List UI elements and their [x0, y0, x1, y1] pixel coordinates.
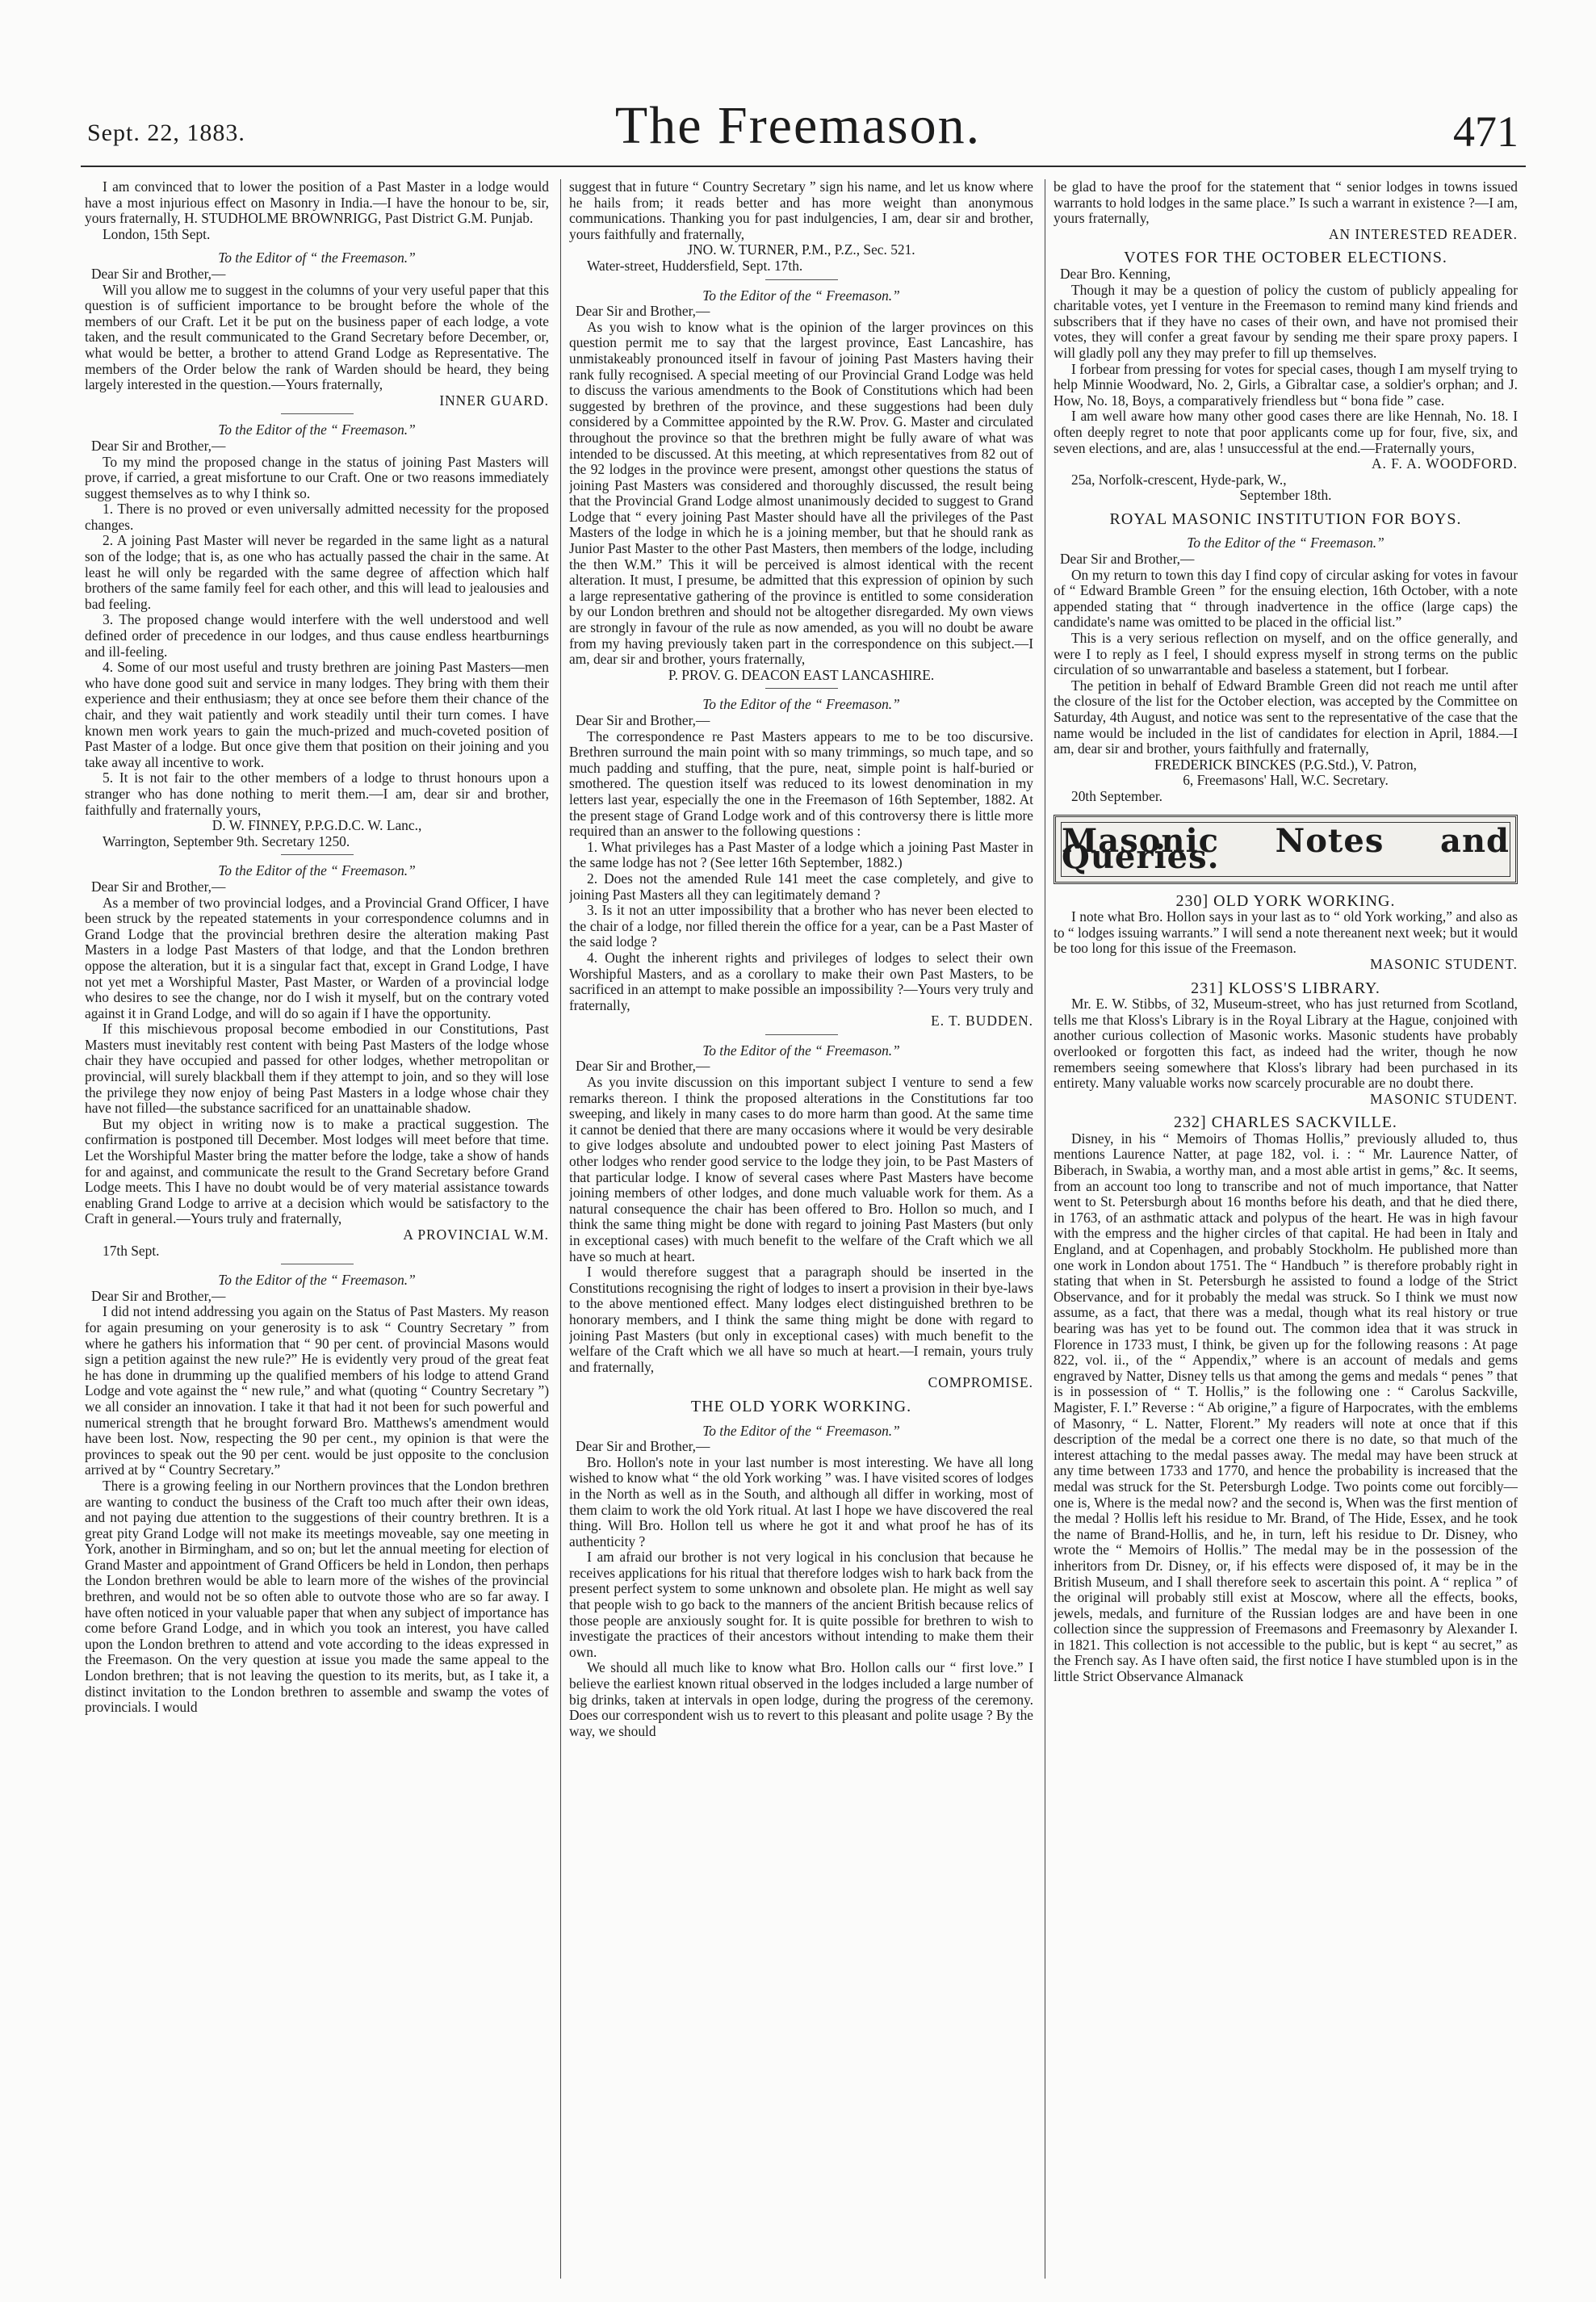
- column-3: [1054, 179, 1518, 2279]
- letter-heading: To the Editor of “ the Freemason.”: [218, 249, 416, 266]
- column-divider: [560, 179, 561, 2279]
- salutation: Dear Sir and Brother,—: [576, 303, 710, 320]
- list-item: 5. It is not fair to the other members of a lodge to thrust honours upon a stranger who has done nothing to merit them.—I am, dear sir and brother, faithfully and fraternally yours,: [85, 769, 549, 818]
- separator: [765, 1034, 838, 1035]
- paragraph: I am well aware how many other good cases there are like Hennah, No. 18. I often deeply regret to note that poor applicants come up for four, five, six, and seven elections, and are, alas ! unsuccessful at the end.—Fraternally yours,: [1054, 408, 1518, 456]
- masonic-notes-banner: [1054, 815, 1518, 884]
- letter-heading: To the Editor of the “ Freemason.”: [1187, 535, 1384, 551]
- page-number: 471: [1453, 107, 1519, 156]
- paragraph: The petition in behalf of Edward Bramble Green did not reach me until after the closure of the list for the October election, was accepted by the Committee on Saturday, 4th August, and notice was sent to the representative of the case that the name would be included in the list of candidates for election in April, 1884.—I am, dear sir and brother, yours faithfully and fraternally,: [1054, 677, 1518, 757]
- signature: P. PROV. G. DEACON EAST LANCASHIRE.: [668, 666, 935, 683]
- list-item: 2. A joining Past Master will never be regarded in the same light as a natural son of the lodge; that is, as one who has actually passed the chair in the same. At least he will only be regarded with the same degree of affection which half brothers of the same family feel for each other, and this will lead to jealousies and bad feeling.: [85, 532, 549, 612]
- salutation: Dear Sir and Brother,—: [576, 1438, 710, 1455]
- section-title: ROYAL MASONIC INSTITUTION FOR BOYS.: [1109, 509, 1462, 528]
- paragraph: To my mind the proposed change in the status of joining Past Masters will prove, if carried, a great misfortune to our Craft. One or two reasons immediately suggest themselves as to why I think so.: [85, 453, 549, 501]
- paragraph: I did not intend addressing you again on the Status of Past Masters. My reason for again presuming on your generosity is to ask “ Country Secretary ” from where he gathers his information that “ 90 per cent. of provincial Masons would sign a petition against the new rule?” He is evidently very proud of the great feat he has done in drumming up the qualified members of his lodge to attend Grand Lodge and vote against the “ new rule,” and what (quoting “ Country Secretary ”) we all consider an innovation. I take it that had it not been for such powerful and numerical strength that he brought forward Bro. Matthews's amendment would have been lost. Now, respecting the 90 per cent., my opinion is that were the provinces to speak out the 90 per cent. would be just opposite to the conclusion arrived at by “ Country Secretary.”: [85, 1303, 549, 1478]
- signature: FREDERICK BINCKES (P.G.Std.), V. Patron,: [1154, 756, 1417, 773]
- paragraph: I note what Bro. Hollon says in your last as to “ old York working,” and also as to “ lodges issuing warrants.” I will send a note thereanent next week; but it would be too long for this issue of the Freemason.: [1054, 908, 1518, 957]
- paragraph: Bro. Hollon's note in your last number is most interesting. We have all long wished to know what “ the old York working ” was. I have visited scores of lodges in the North as well as in the South, and although all differ in working, most of them claim to work the old York ritual. At last I hope we have discovered the real thing. Will Bro. Hollon tell us where he got it and what proof he has of its authenticity ?: [569, 1453, 1033, 1549]
- salutation: Dear Bro. Kenning,: [1060, 265, 1171, 282]
- paragraph: be glad to have the proof for the statement that “ senior lodges in towns issued warrants to hold lodges in the same place.” Is such a warrant in existence ?—I am, yours fraternally,: [1054, 179, 1518, 227]
- list-item: 2. Does not the amended Rule 141 meet the case completely, and give to joining Past Masters all they can legitimately demand ?: [569, 870, 1033, 903]
- salutation: Dear Sir and Brother,—: [91, 1287, 226, 1304]
- signature: A PROVINCIAL W.M.: [403, 1226, 549, 1243]
- paragraph: As you invite discussion on this important subject I venture to send a few remarks thereon. I think the proposed alterations in the Constitutions far too sweeping, and likely in many cases to do more harm than good. At the same time it cannot be denied that there are many occasions where it would be very desirable to give lodges absolute and undoubted power to elect joining Past Masters of other lodges who render good service to the lodge they join, to be Past Masters of that particular lodge. I know of several cases where Past Masters have become joining members of other lodges, and done much valuable work for them. As a natural consequence the chair has been offered to Bro. Hollon so much, and I think the same thing might be done with regard to joining Past Masters (but only in exceptional cases) with much benefit to the welfare of the Craft which we all have so much at heart.: [569, 1074, 1033, 1264]
- signature: A. F. A. WOODFORD.: [1371, 455, 1518, 472]
- paragraph: There is a growing feeling in our Northern provinces that the London brethren are wanting to conduct the business of the Craft too much after their own ideas, and not paying due attention to the suggestions of their country brethren. It is a great pity Grand Lodge will not make its meetings moveable, say one meeting in York, another in Birmingham, and so on; but let the annual meeting for election of Grand Master and appointment of Grand Officers be held in London, then perhaps the London brethren would be able to learn more of the wishes of the provincial brethren, and would not be so often able to outvote those who are so far away. I have often noticed in your valuable paper that when any subject of importance has come before Grand Lodge, and in which you took an interest, you have called upon the London brethren to attend and vote according to the ideas expressed in the Freemason. On the very question at issue you made the same appeal to the London brethren; that is not leaving the question to its merits, but, as I take it, a distinct invitation to the London brethren to assemble and swamp the votes of provincials. I would: [85, 1477, 549, 1716]
- list-item: 4. Ought the inherent rights and privileges of lodges to select their own Worshipful Masters, and as a corollary to make their own Past Masters, to be sacrificed in an attempt to make possible an impossibility ?—Yours very truly and fraternally,: [569, 949, 1033, 1013]
- section-title: VOTES FOR THE OCTOBER ELECTIONS.: [1124, 249, 1447, 267]
- signature: COMPROMISE.: [928, 1374, 1033, 1391]
- salutation: Dear Sir and Brother,—: [576, 1058, 710, 1075]
- place-date: Warrington, September 9th. Secretary 1250.: [103, 832, 350, 849]
- letter-heading: To the Editor of the “ Freemason.”: [218, 862, 416, 879]
- list-item: 3. Is it not an utter impossibility that a brother who has never been elected to the chair of a lodge, nor filled therein the office for a year, can be a Past Master of the said lodge ?: [569, 902, 1033, 950]
- paragraph: As you wish to know what is the opinion of the larger provinces on this question permit me to say that the largest province, East Lancashire, has unmistakeably pronounced itself in favour of joining Past Masters having their rank fully recognised. A special meeting of our Provincial Grand Lodge was held to discuss the various amendments to the Book of Constitutions which had been suggested by brethren of the province, and these suggestions had been duly considered by a Committee appointed by the R.W. Prov. G. Master and circulated throughout the province so that the brethren might be fully aware of what was intended to be discussed. At this meeting, at which representatives from 82 out of the 92 lodges in the province were present, amongst other questions the status of joining Past Masters was considered and thoroughly discussed, the result being that the Provincial Grand Lodge almost unanimously decided to suggest to Grand Lodge that “ every joining Past Master should have all the privileges of the Past Masters of the lodge in which he is a joining member, but that he should rank as Junior Past Master to the other Past Masters, then members of the lodge, including the then W.M.” This it will be perceived is almost identical with the recent alteration. It must, I presume, be admitted that this expression of opinion by such a large representative gathering of the province is entitled to some consideration by our London brethren and should not be altogether disregarded. My own views are strongly in favour of the rule as now amended, as you will no doubt be aware from my having previously taken part in the correspondence on this subject.—I am, dear sir and brother, yours fraternally,: [569, 318, 1033, 668]
- paragraph: Will you allow me to suggest in the columns of your very useful paper that this question is of sufficient importance to be brought before the whole of the members of our Craft. Let it be put on the business paper of each lodge, a vote taken, and the result communicated to the Grand Secretary before December, or, what would be better, a brother to attend Grand Lodge as Representative. The members of the Order below the rank of Warden should be heard, they being largely interested in the question.—Yours fraternally,: [85, 281, 549, 393]
- salutation: Dear Sir and Brother,—: [576, 712, 710, 728]
- separator: [281, 413, 354, 414]
- letter-heading: To the Editor of the “ Freemason.”: [702, 1042, 900, 1059]
- paragraph: I forbear from pressing for votes for special cases, though I am myself trying to help Minnie Woodward, No. 2, Girls, a Gibraltar case, a soldier's orphan; and J. How, No. 18, Boys, a comparatively friendless but “ bona fide ” case.: [1054, 360, 1518, 409]
- query-title: 231] KLOSS'S LIBRARY.: [1191, 979, 1380, 997]
- paragraph: suggest that in future “ Country Secretary ” sign his name, and let us know where he hails from; it reads better and has more weight than anonymous communications. Thanking you for past indulgencies, I am, dear sir and brother, yours faithfully and fraternally,: [569, 179, 1033, 242]
- paragraph: This is a very serious reflection on myself, and on the office generally, and were I to reply as I feel, I should express myself in strong terms on the public circulation of so unwarrantable and baseless a statement, but I forbear.: [1054, 630, 1518, 678]
- paragraph: Disney, in his “ Memoirs of Thomas Hollis,” previously alluded to, thus mentions Laurence Natter, at page 182, vol. i. : “ Mr. Laurence Natter, of Biberach, in Swabia, a worthy man, and a most able artist in gems,” &c. It seems, from an account too long to transcribe and not of much importance, that Natter went to St. Petersburgh about 16 months before his death, and that he died there, in 1763, of an asthmatic attack and polypus of the heart. He was in high favour with the empress and the higher circles of that capital. He had been in Italy and England, and at Copenhagen, and probably Stockholm. He published more than one work in London about 1751. The “ Handbuch ” is therefore probably right in stating that when in St. Petersburgh he assisted to found a lodge of the Strict Observance, and for it probably the medal was struck. So I think we must now assume, as a fact, that there was a medal, though what its real history or true bearing was has yet to be found out. The common idea that it was struck in Florence in 1733 must, I think, be given up for the following reasons : At page 822, vol. ii., of the “ Appendix,” where is an account of medals and gems engraved by Natter, Disney tells us that among the gems and medals “ penes ” that is in possession of “ T. Hollis,” is the following one : “ Carolus Sackville, Magister, F. I.” Reverse : “ Ab origine,” a figure of Harpocrates, with the emblems of Masonry, “ L. Natter, Florent.” My readers will note at once that if this description of the medal be a correct one there is no date, so that much of the interest attaching to the medal passes away. The medal may have been struck at any time between 1733 and 1770, and hence the probability is increased that the medal was struck for the St. Petersburgh Lodge. Two points come out forcibly—one is, Where is the medal now? and the second is, When was the first mention of the medal ? Hollis left his residue to Mr. Brand, of The Hide, Essex, and he took the name of Brand-Hollis, and he, in turn, left his residue to Dr. Disney, who wrote the “ Memoirs of Hollis.” The medal may be in the possession of the inheritors from Dr. Disney, or, if his effects were disposed of, it may be in the British Museum, and I shall therefore seek to ascertain this point. A “ replica ” of the original will probably still exist at Moscow, where all the effects, books, jewels, medals, and furniture of the Russian lodges are and have been in one collection since the suppression of Freemasons and Freemasonry by Alexander I. in 1821. This collection is not accessible to the public, but is kept “ au secret,” as the French say. As I have often said, the first notice I have stumbled upon is in the little Strict Observance Almanack: [1054, 1130, 1518, 1685]
- signature: E. T. BUDDEN.: [931, 1013, 1033, 1029]
- signature: D. W. FINNEY, P.P.G.D.C. W. Lanc.,: [212, 817, 422, 834]
- paragraph: We should all much like to know what Bro. Hollon calls our “ first love.” I believe the earliest known ritual observed in the lodges included a large number of big drinks, taken at intervals in open lodge, during the progress of the ceremony. Does our correspondent wish us to revert to this pleasant and polite usage ? By the way, we should: [569, 1659, 1033, 1739]
- column-2: [569, 179, 1033, 2279]
- query-title: 232] CHARLES SACKVILLE.: [1174, 1113, 1397, 1132]
- paragraph: As a member of two provincial lodges, and a Provincial Grand Officer, I have been struck by the repeated statements in your correspondence columns and in Grand Lodge that the provincial brethren desire the alteration making Past Masters in a lodge Past Masters of that lodge, and that the London brethren oppose the alteration, but it is a singular fact that, except in Grand Lodge, I have not yet met a Worshipful Master, Past Master, or Warden of a provincial lodge who desires to see the change, nor do I wish it myself, but on the contrary voted against it in Grand Lodge, and will do so again if I have the opportunity.: [85, 894, 549, 1021]
- paragraph: I am afraid our brother is not very logical in his conclusion that because he receives applications for his ritual that therefore lodges wish to hark back from the present perfect system to some unknown and obsolete plan. He might as well say that people wish to go back to the manners of the ancient British because relics of those people are anxiously sought for. It is quite possible for brethren to wish to investigate the practices of their ancestors without intending to make them their own.: [569, 1549, 1033, 1660]
- letter-heading: To the Editor of the “ Freemason.”: [702, 1422, 900, 1439]
- issue-date: Sept. 22, 1883.: [87, 120, 245, 146]
- query-title: 230] OLD YORK WORKING.: [1175, 891, 1396, 910]
- separator: [765, 688, 838, 689]
- signature: AN INTERESTED READER.: [1328, 225, 1518, 242]
- paragraph: I would therefore suggest that a paragraph should be inserted in the Constitutions recognising the right of lodges to insert a provision in their bye-laws to the above mentioned effect. Many lodges elect distinguished brethren to be honorary members, and I think the same thing might be done with regard to joining Past Masters (but only in exceptional cases) with much benefit to the welfare of the Craft which we all have so much at heart.—I remain, yours truly and fraternally,: [569, 1264, 1033, 1375]
- salutation: Dear Sir and Brother,—: [1060, 551, 1195, 568]
- paragraph: But my object in writing now is to make a practical suggestion. The confirmation is postponed till December. Most lodges will meet before that time. Let the Worshipful Master bring the matter before the lodge, take a show of hands for and against, and communicate the result to the Grand Secretary before Grand Lodge meets. This I have no doubt would be of very material assistance towards enabling Grand Lodge to arrive at a decision which would be satisfactory to the Craft in general.—Yours truly and fraternally,: [85, 1115, 549, 1227]
- letter-heading: To the Editor of the “ Freemason.”: [218, 421, 416, 438]
- signature: JNO. W. TURNER, P.M., P.Z., Sec. 521.: [687, 241, 915, 258]
- list-item: 1. What privileges has a Past Master of a lodge which a joining Past Master in the same lodge has not ? (See letter 16th September, 1882.): [569, 838, 1033, 871]
- paragraph: I am convinced that to lower the position of a Past Master in a lodge would have a most injurious effect on Masonry in India.—I have the honour to be, sir, yours fraternally, H. STUDHOLME BROWNRIGG, Past District G.M. Punjab.: [85, 179, 549, 227]
- place-date: London, 15th Sept.: [103, 225, 211, 242]
- salutation: Dear Sir and Brother,—: [91, 878, 226, 895]
- list-item: 4. Some of our most useful and trusty brethren are joining Past Masters—men who have done good suit and service in many lodges. They bring with them their experience and their enthusiasm; they at once see before them their chance of the chair, and they wait patiently and work steadily until their turn comes. I have known men work years to gain the much-prized and much-coveted position of Past Master of a lodge. But once give them that position on their joining and you take away all incentive to work.: [85, 659, 549, 770]
- separator: [281, 854, 354, 855]
- paragraph: Mr. E. W. Stibbs, of 32, Museum-street, who has just returned from Scotland, tells me that Kloss's Library is in the Royal Library at the Hague, conjoined with another curious collection of Masonic works. Masonic students have probably overlooked or forgotten this fact, as indeed had the writer, though he now remembers seeing somewhere that Kloss's library had been purchased in its entirety. Many valuable works now scarcely procurable are no doubt there.: [1054, 996, 1518, 1092]
- paragraph: If this mischievous proposal become embodied in our Constitutions, Past Masters must inevitably rest content with being Past Masters of the lodge whose chair they have occupied and passed for other lodges, whether metropolitan or provincial, will surely blackball them if they attempt to join, and so they will lose the privilege they now enjoy of being Past Masters in a lodge whose chair they have not filled—the substance sacrificed for an unattainable shadow.: [85, 1021, 549, 1117]
- separator: [765, 279, 838, 280]
- banner-title: Masonic Notes and Queries.: [1062, 821, 1510, 876]
- place-date: September 18th.: [1239, 487, 1332, 504]
- list-item: 1. There is no proved or even universally admitted necessity for the proposed changes.: [85, 501, 549, 533]
- place-date: Water-street, Huddersfield, Sept. 17th.: [587, 257, 803, 274]
- salutation: Dear Sir and Brother,—: [91, 437, 226, 454]
- letter-heading: To the Editor of the “ Freemason.”: [702, 287, 900, 304]
- salutation: Dear Sir and Brother,—: [91, 265, 226, 282]
- signature: MASONIC STUDENT.: [1370, 955, 1518, 972]
- address: 25a, Norfolk-crescent, Hyde-park, W.,: [1071, 471, 1287, 488]
- section-title: THE OLD YORK WORKING.: [690, 1397, 912, 1415]
- signature: INNER GUARD.: [439, 392, 549, 409]
- paragraph: Though it may be a question of policy the custom of publicly appealing for charitable votes, yet I venture in the Freemason to remind many kind friends and subscribers that if they have no cases of their own, and have not promised their votes, they will confer a great favour by sending me their spare proxy papers. I will gladly poll any they may prefer to fill up themselves.: [1054, 281, 1518, 361]
- place-date: 17th Sept.: [103, 1242, 160, 1259]
- paragraph: On my return to town this day I find copy of circular asking for votes in favour of “ Edward Bramble Green ” for the ensuing election, 16th October, with a note appended stating that “ through inadvertence in the office (large caps) the candidate's name was omitted to be placed in the official list.”: [1054, 566, 1518, 631]
- column-1: [85, 179, 549, 2279]
- letter-heading: To the Editor of the “ Freemason.”: [218, 1272, 416, 1289]
- place-date: 20th September.: [1071, 787, 1163, 804]
- letter-heading: To the Editor of the “ Freemason.”: [702, 696, 900, 713]
- paragraph: The correspondence re Past Masters appears to me to be too discursive. Brethren surround the main point with so many trimmings, so much tape, and so much padding and stuffing, that the pure, neat, simple point is half-buried or smothered. The question itself was reduced to its lowest denomination in my letters last year, especially the one in the Freemason of 16th September, 1882. At the present stage of Grand Lodge work and of this controversy there is little more required than an answer to the following questions :: [569, 727, 1033, 840]
- masthead-rule: [81, 166, 1526, 167]
- masthead-title: The Freemason.: [614, 96, 982, 155]
- address: 6, Freemasons' Hall, W.C. Secretary.: [1183, 772, 1389, 789]
- signature: MASONIC STUDENT.: [1370, 1090, 1518, 1107]
- list-item: 3. The proposed change would interfere with the well understood and well defined order of precedence in our lodges, and thus cause endless heartburnings and ill-feeling.: [85, 611, 549, 660]
